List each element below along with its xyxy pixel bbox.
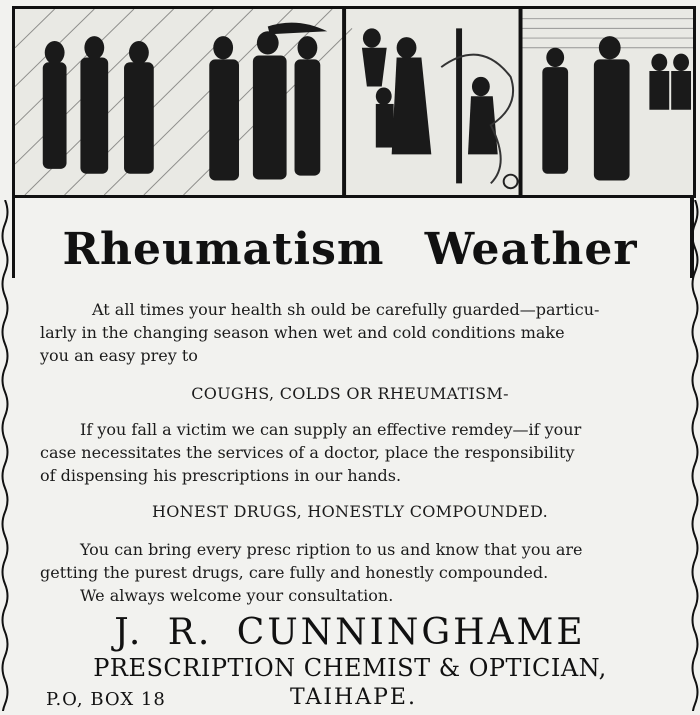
town-name: TAIHAPE. <box>290 685 417 710</box>
street-scene-illustration <box>15 9 693 195</box>
paragraph-line: If you fall a victim we can supply an effective remdey—if your <box>80 420 582 439</box>
paragraph-line: At all times your health sh ould be carefully guarded—particu- <box>92 300 600 319</box>
headline: Rheumatism Weather <box>62 224 638 275</box>
callout-ailments: COUGHS, COLDS OR RHEUMATISM- <box>191 384 509 403</box>
illustration-banner <box>12 6 696 198</box>
po-box: P.O, BOX 18 <box>46 689 166 710</box>
paragraph-line: You can bring every presc ription to us and know that you are <box>80 540 583 559</box>
paragraph-line: of dispensing his prescriptions in our hands. <box>40 466 402 485</box>
paragraph-line: larly in the changing season when wet and cold conditions make <box>40 323 565 342</box>
paragraph-line: getting the purest drugs, care fully and honestly compounded. <box>40 563 549 582</box>
paragraph-line: case necessitates the services of a doctor, place the responsibility <box>40 443 575 462</box>
paragraph-line: We always welcome your consultation. <box>80 586 394 605</box>
paragraph-remedy <box>40 418 670 487</box>
paragraph-health <box>40 298 670 367</box>
callout-slogan: HONEST DRUGS, HONESTLY COMPOUNDED. <box>152 502 548 521</box>
paragraph-prescriptions <box>40 538 670 607</box>
paragraph-line: you an easy prey to <box>40 346 198 365</box>
business-title: PRESCRIPTION CHEMIST & OPTICIAN, <box>93 654 607 682</box>
business-name: J. R. CUNNINGHAME <box>114 612 586 653</box>
